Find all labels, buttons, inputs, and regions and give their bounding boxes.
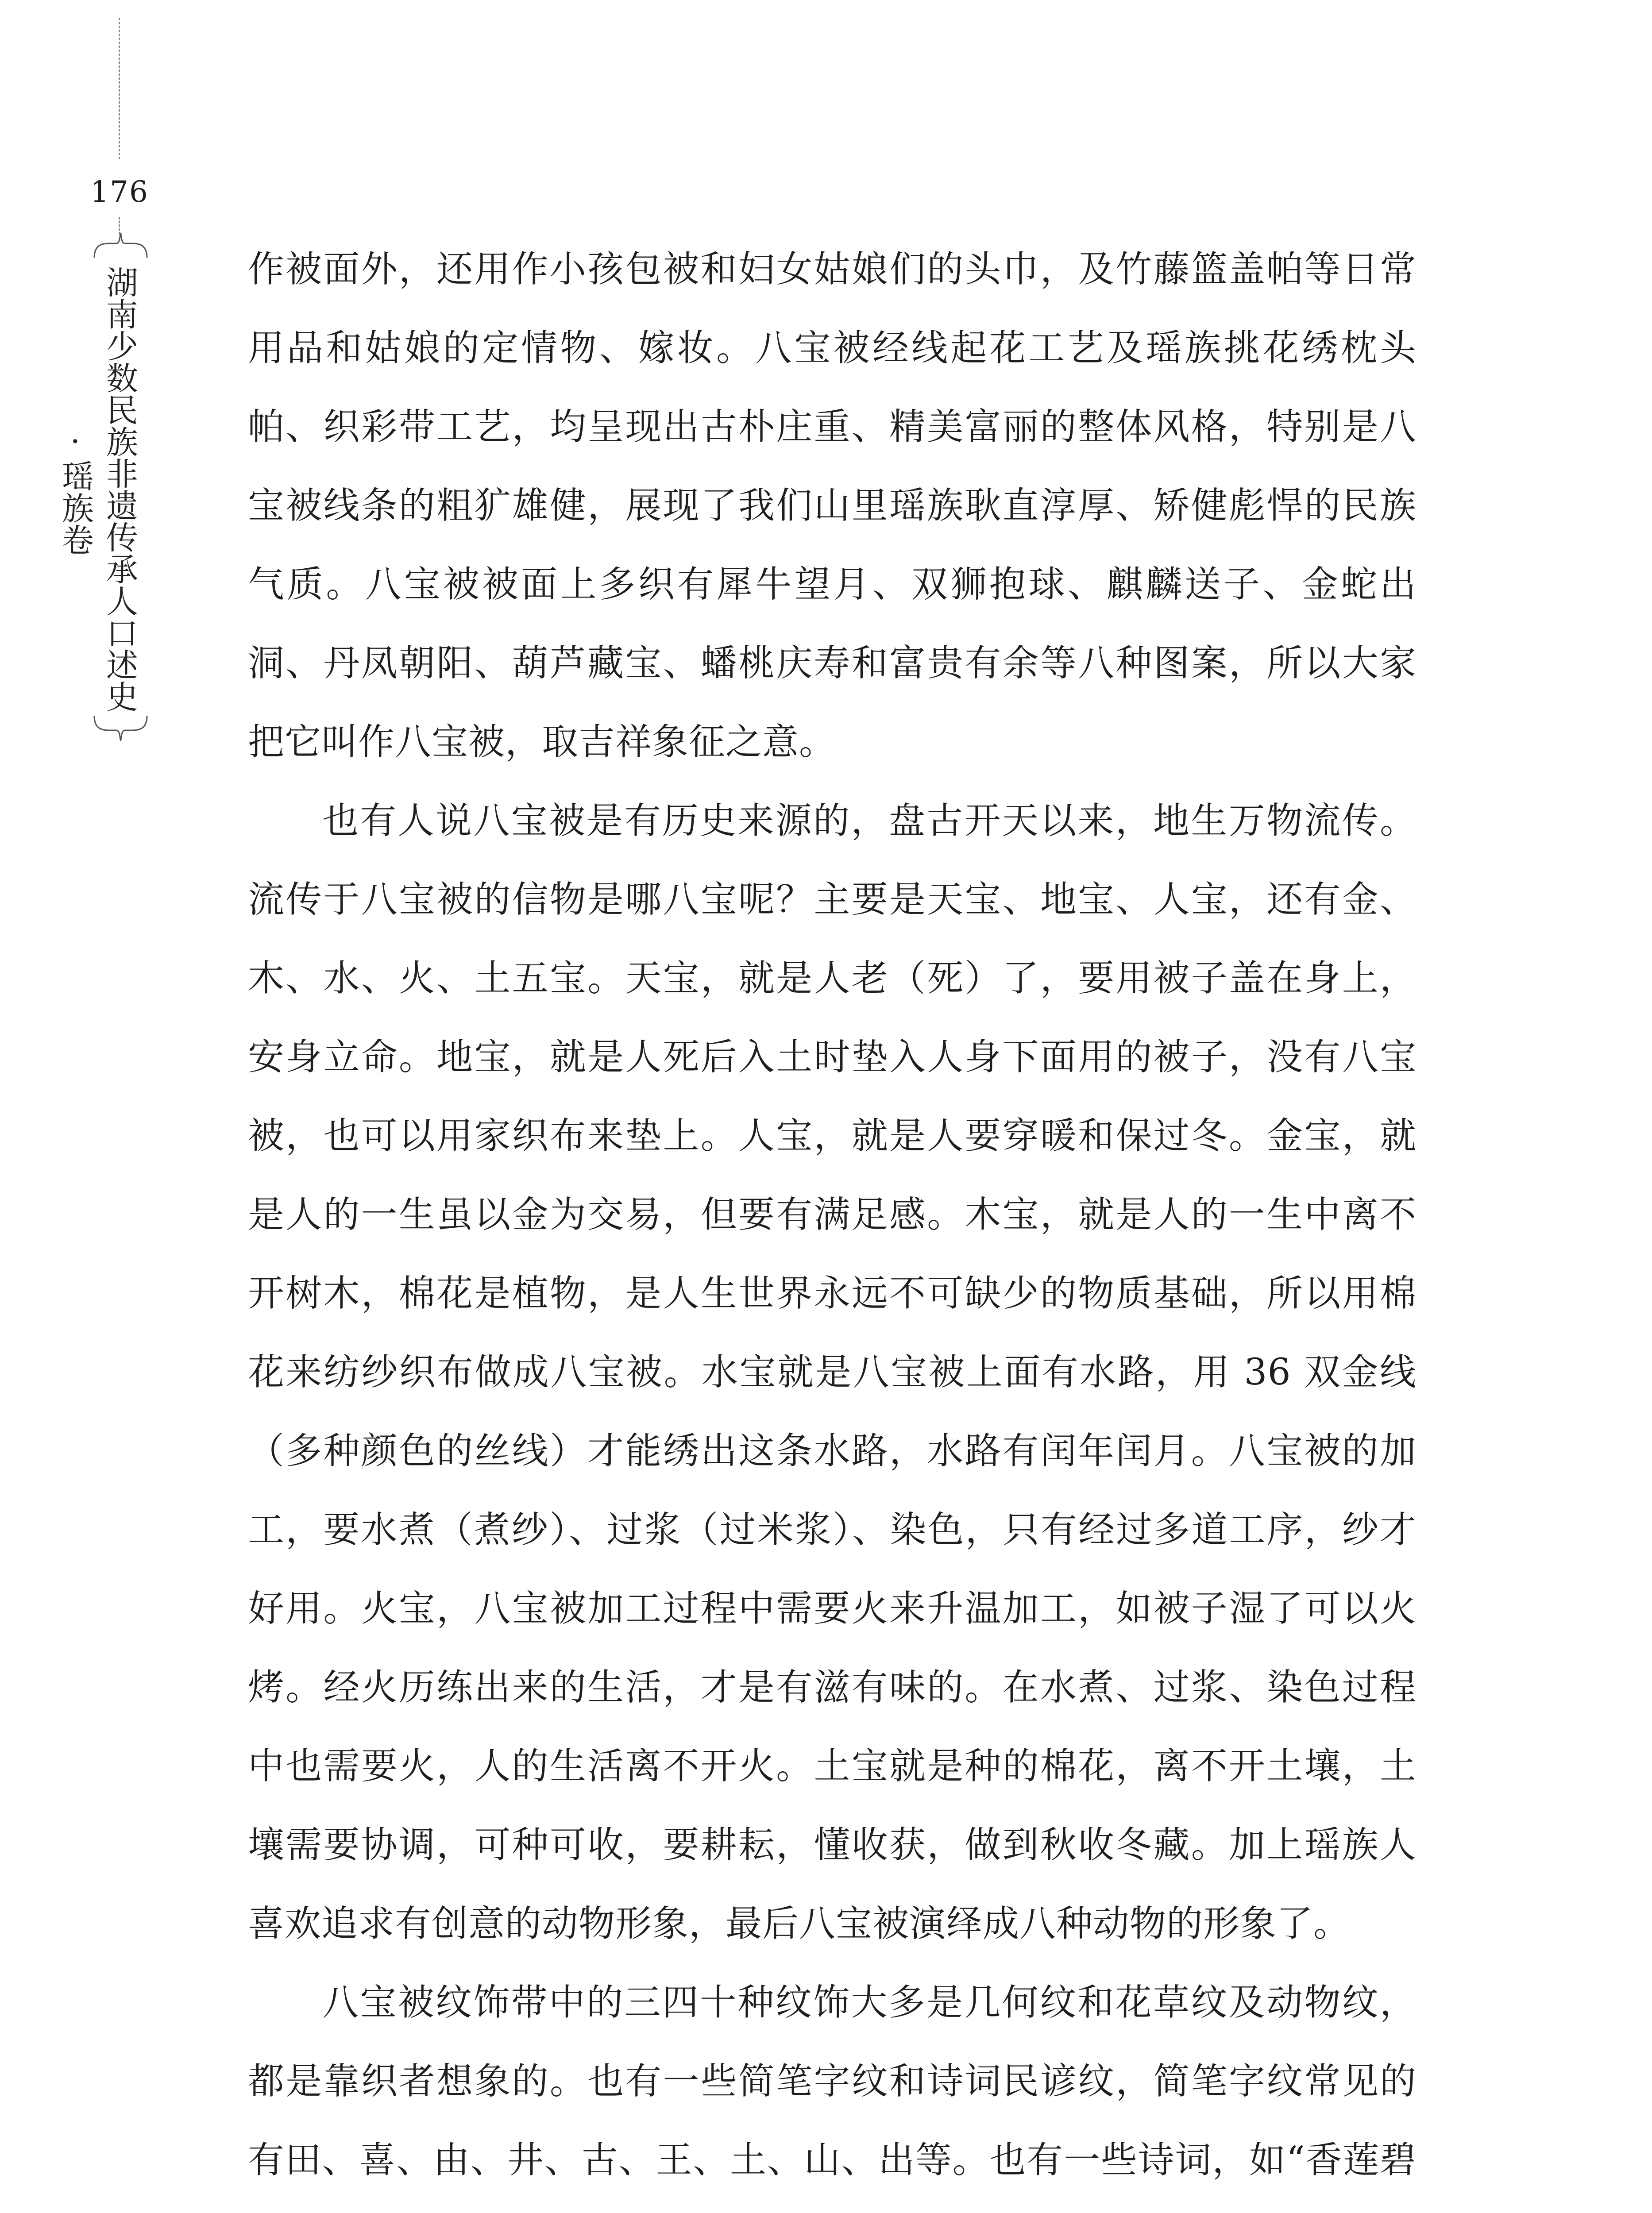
title-bracket-bottom-ornament (91, 713, 151, 744)
paragraph-1: 作被面外，还用作小孩包被和妇女姑娘们的头巾，及竹藤篮盖帕等日常用品和姑娘的定情物、嫁妆。八宝被经线起花工艺及瑶族挑花绣枕头帕、织彩带工艺，均呈现出古朴庄重、精美富丽的整体风格，特别是八宝被线条的粗犷雄健，展现了我们山里瑶族耿直淳厚、矫健彪悍的民族气质。八宝被被面上多织有犀牛望月、双狮抱球、麒麟送子、金蛇出洞、丹凤朝阳、葫芦藏宝、蟠桃庆寿和富贵有余等八种图案，所以大家把它叫作八宝被，取吉祥象征之意。 (248, 248, 1417, 763)
body-text (248, 230, 1417, 2213)
running-title: 湖南少数民族非遗传承人口述史·瑶族卷 (57, 266, 138, 712)
paragraph-2: 也有人说八宝被是有历史来源的，盘古开天以来，地生万物流传。流传于八宝被的信物是哪八宝呢？主要是天宝、地宝、人宝，还有金、木、水、火、土五宝。天宝，就是人老（死）了，要用被子盖在身上，安身立命。地宝，就是人死后入土时垫入人身下面用的被子，没有八宝被，也可以用家织布来垫上。人宝，就是人要穿暖和保过冬。金宝，就是人的一生虽以金为交易，但要有满足感。木宝，就是人的一生中离不开树木，棉花是植物，是人生世界永远不可缺少的物质基础，所以用棉花来纺纱织布做成八宝被。水宝就是八宝被上面有水路，用 36 双金线（多种颜色的丝线）才能绣出这条水路，水路有闰年闰月。八宝被的加工，要水煮（煮纱）、过浆（过米浆）、染色，只有经过多道工序，纱才好用。火宝，八宝被加工过程中需要火来升温加工，如被子湿了可以火烤。经火历练出来的生活，才是有滋有味的。在水煮、过浆、染色过程中也需要火，人的生活离不开火。土宝就是种的棉花，离不开土壤，土壤需要协调，可种可收，要耕耘，懂收获，做到秋收冬藏。加上瑶族人喜欢追求有创意的动物形象，最后八宝被演绎成八种动物的形象了。 (248, 800, 1417, 1945)
paragraph-3: 八宝被纹饰带中的三四十种纹饰大多是几何纹和花草纹及动物纹，都是靠织者想象的。也有一些简笔字纹和诗词民谚纹，简笔字纹常见的有田、喜、由、井、古、王、土、山、出等。也有一些诗词，如“香莲碧 (248, 1982, 1417, 2181)
margin-dashed-line-top (119, 18, 120, 159)
title-bracket-top-ornament (91, 230, 151, 261)
page-number: 176 (90, 175, 149, 209)
